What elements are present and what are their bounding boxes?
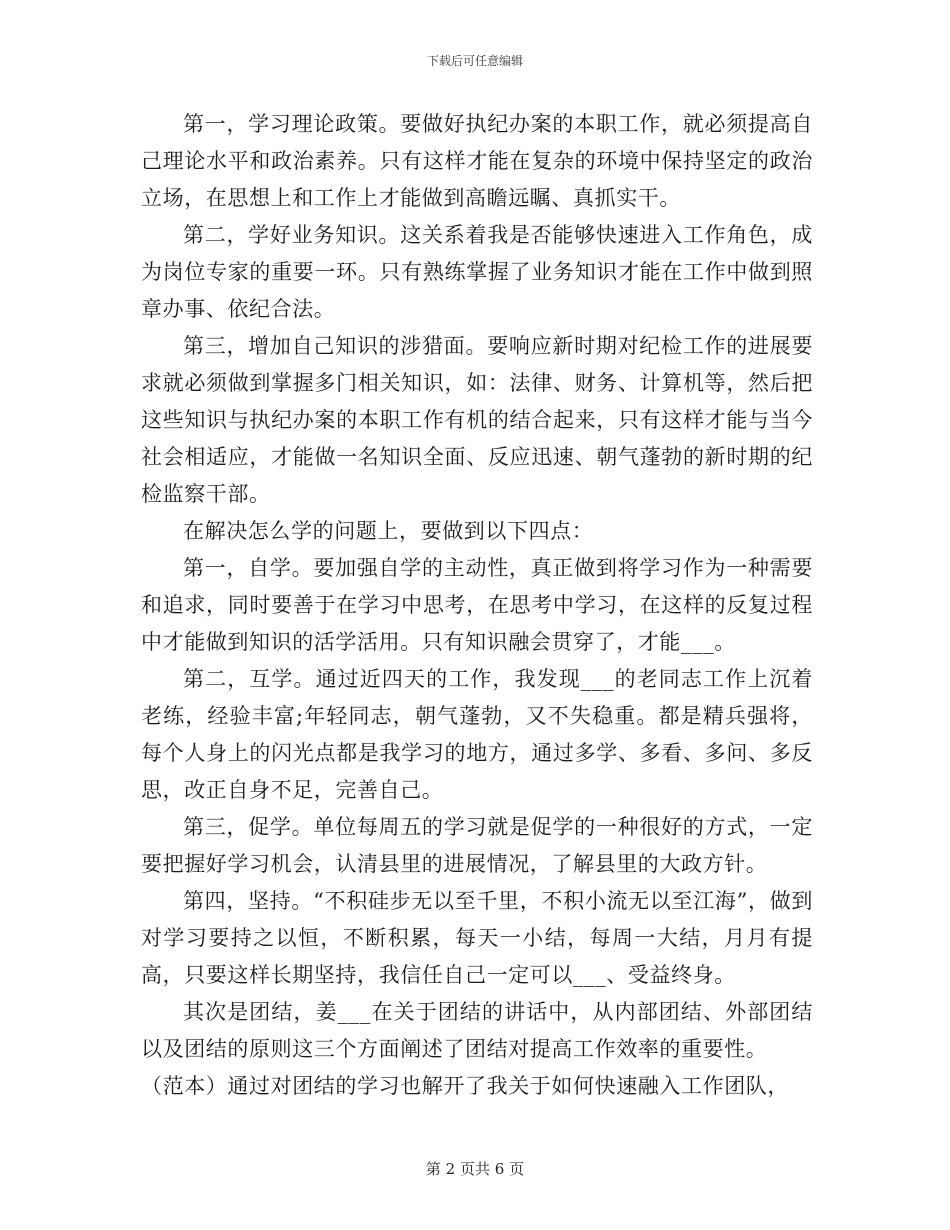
page-header: 下载后可任意编辑 xyxy=(426,54,523,68)
paragraph-sample-note: （范本）通过对团结的学习也解开了我关于如何快速融入工作团队， xyxy=(141,1074,789,1098)
paragraph-how-to-learn: 在解决怎么学的问题上，要做到以下四点： xyxy=(183,519,594,543)
paragraph-mutual-study: 第二，互学。通过近四天的工作，我发现___的老同志工作上沉着老练，经验丰富;年轻同志，朝气蓬勃，又不失稳重。都是精兵强将，每个人身上的闪光点都是我学习的地方，通过多学、多看、多问、多反思，改正自身不足，完善自己。 xyxy=(141,667,813,802)
paragraph-study-theory: 第一，学习理论政策。要做好执纪办案的本职工作，就必须提高自己理论水平和政治素养。只有这样才能在复杂的环境中保持坚定的政治立场，在思想上和工作上才能做到高瞻远瞩、真抓实干。 xyxy=(141,112,813,210)
paragraph-study-business: 第二，学好业务知识。这关系着我是否能够快速进入工作角色，成为岗位专家的重要一环。只有熟练掌握了业务知识才能在工作中做到照章办事、依纪合法。 xyxy=(141,223,813,321)
document-body xyxy=(141,106,813,1105)
paragraph-broaden-knowledge: 第三，增加自己知识的涉猎面。要响应新时期对纪检工作的进展要求就必须做到掌握多门相关知识，如：法律、财务、计算机等，然后把这些知识与执纪办案的本职工作有机的结合起来，只有这样才能与当今社会相适应，才能做一名知识全面、反应迅速、朝气蓬勃的新时期的纪检监察干部。 xyxy=(141,334,813,506)
paragraph-persistence: 第四，坚持。“不积硅步无以至千里，不积小流无以至江海”，做到对学习要持之以恒，不断积累，每天一小结，每周一大结，月月有提高，只要这样长期坚持，我信任自己一定可以___、受益终身。 xyxy=(141,889,813,987)
page-footer: 第 2 页共 6 页 xyxy=(425,1160,525,1178)
paragraph-promote-study: 第三，促学。单位每周五的学习就是促学的一种很好的方式，一定要把握好学习机会，认清县里的进展情况，了解县里的大政方针。 xyxy=(141,815,813,876)
paragraph-unity: 其次是团结，姜___在关于团结的讲话中，从内部团结、外部团结以及团结的原则这三个方面阐述了团结对提高工作效率的重要性。 xyxy=(141,1000,813,1061)
paragraph-self-study: 第一，自学。要加强自学的主动性，真正做到将学习作为一种需要和追求，同时要善于在学习中思考，在思考中学习，在这样的反复过程中才能做到知识的活学活用。只有知识融会贯穿了，才能___。 xyxy=(141,556,813,654)
